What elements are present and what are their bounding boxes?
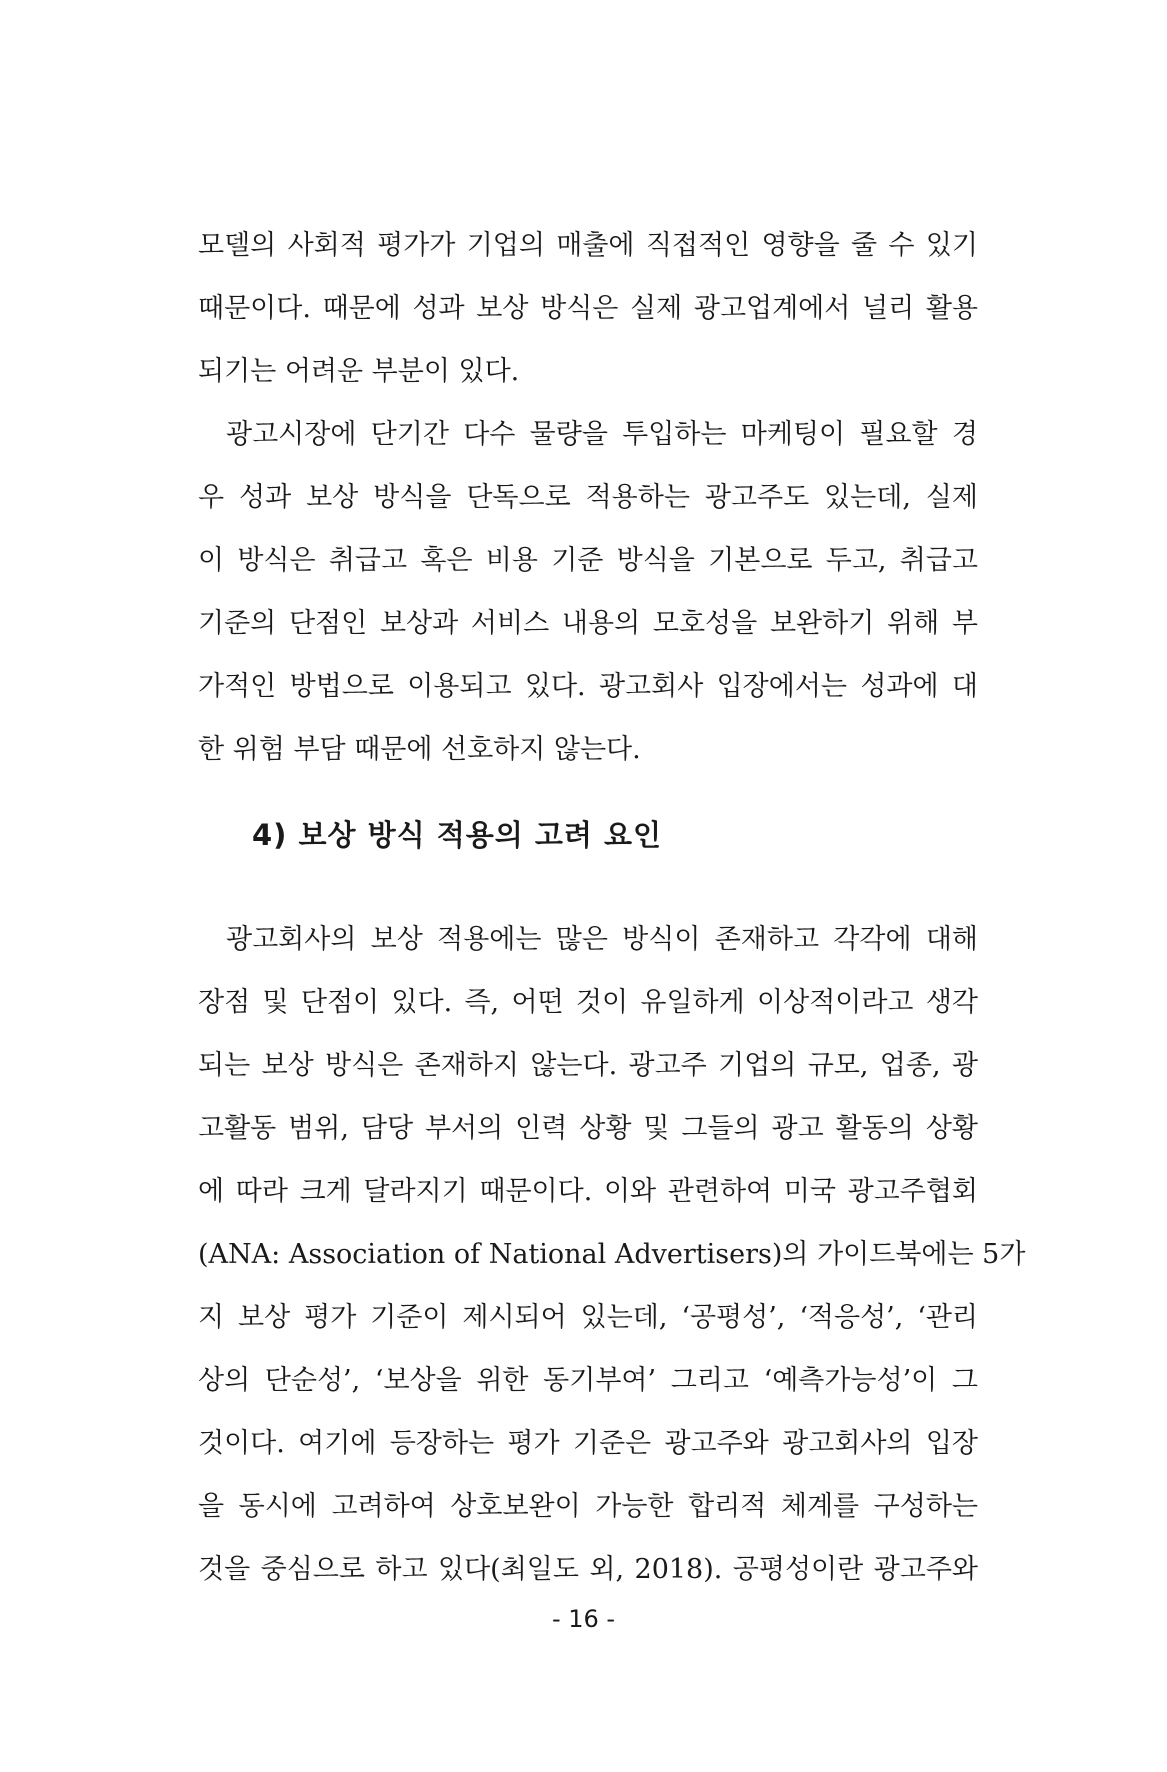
text-line: 장점 및 단점이 있다. 즉, 어떤 것이 유일하게 이상적이라고 생각 bbox=[198, 987, 978, 1018]
text-line: 이 방식은 취급고 혹은 비용 기준 방식을 기본으로 두고, 취급고 bbox=[198, 545, 978, 576]
text-line: 우 성과 보상 방식을 단독으로 적용하는 광고주도 있는데, 실제 bbox=[198, 482, 978, 513]
text-line: 되는 보상 방식은 존재하지 않는다. 광고주 기업의 규모, 업종, 광 bbox=[198, 1050, 978, 1081]
page-number: - 16 - bbox=[551, 1605, 616, 1633]
text-line: (ANA: Association of National Advertisers)의 가이드북에는 5가 bbox=[198, 1239, 1026, 1270]
text-line: 에 따라 크게 달라지기 때문이다. 이와 관련하여 미국 광고주협회 bbox=[198, 1176, 978, 1207]
text-line: 기준의 단점인 보상과 서비스 내용의 모호성을 보완하기 위해 부 bbox=[198, 608, 978, 639]
text-line: 한 위험 부담 때문에 선호하지 않는다. bbox=[198, 734, 641, 765]
text-line: 을 동시에 고려하여 상호보완이 가능한 합리적 체계를 구성하는 bbox=[198, 1491, 978, 1522]
section-heading: 4) 보상 방식 적용의 고려 요인 bbox=[252, 818, 663, 852]
text-line: 고활동 범위, 담당 부서의 인력 상황 및 그들의 광고 활동의 상황 bbox=[198, 1113, 978, 1144]
text-line: 광고시장에 단기간 다수 물량을 투입하는 마케팅이 필요할 경 bbox=[226, 419, 978, 450]
text-line: 것이다. 여기에 등장하는 평가 기준은 광고주와 광고회사의 입장 bbox=[198, 1428, 978, 1459]
text-line: 때문이다. 때문에 성과 보상 방식은 실제 광고업계에서 널리 활용 bbox=[198, 293, 978, 324]
text-line: 모델의 사회적 평가가 기업의 매출에 직접적인 영향을 줄 수 있기 bbox=[198, 230, 978, 261]
text-line: 광고회사의 보상 적용에는 많은 방식이 존재하고 각각에 대해 bbox=[226, 924, 978, 955]
text-line: 지 보상 평가 기준이 제시되어 있는데, ‘공평성’, ‘적응성’, ‘관리 bbox=[198, 1302, 978, 1333]
text-line: 되기는 어려운 부분이 있다. bbox=[198, 356, 520, 387]
text-line: 상의 단순성’, ‘보상을 위한 동기부여’ 그리고 ‘예측가능성’이 그 bbox=[198, 1365, 978, 1396]
text-line: 것을 중심으로 하고 있다(최일도 외, 2018). 공평성이란 광고주와 bbox=[198, 1554, 978, 1585]
text-line: 가적인 방법으로 이용되고 있다. 광고회사 입장에서는 성과에 대 bbox=[198, 671, 978, 702]
